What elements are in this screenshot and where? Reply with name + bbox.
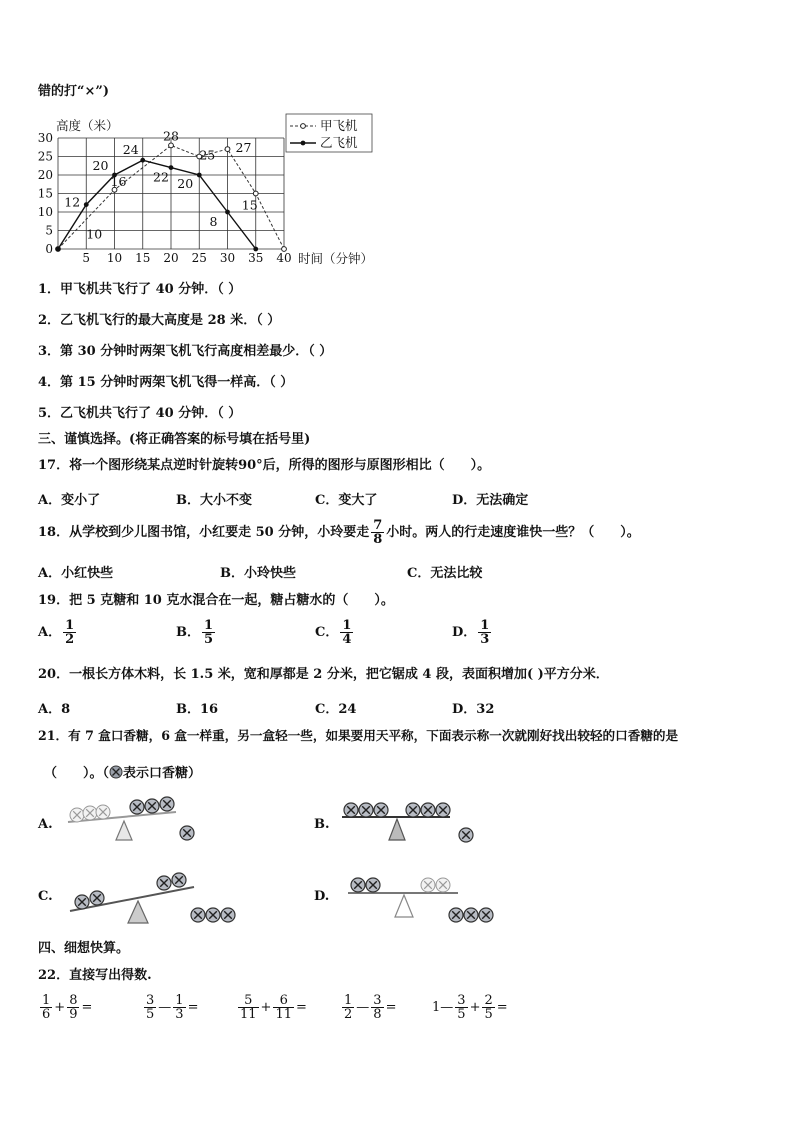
q19-d-label: D．	[452, 625, 477, 640]
balance-d	[342, 865, 532, 927]
q20-option-c: C．24	[315, 702, 357, 717]
q19-a-num: 1	[65, 618, 75, 633]
yi-data-label: 22	[153, 169, 169, 185]
yi-point	[140, 158, 145, 163]
q18-option-a: A．小红快些	[38, 566, 114, 581]
q19-a-den: 2	[65, 632, 75, 647]
q21-stem-2b: 表示口香糖）	[123, 766, 202, 781]
q19-option-d	[452, 619, 493, 646]
calc-1-b-num: 8	[69, 993, 78, 1008]
yi-point	[56, 247, 61, 252]
calc-5	[432, 994, 508, 1021]
q17-option-a: A．变小了	[38, 493, 101, 508]
line-chart	[30, 110, 410, 270]
y-tick-label: 10	[37, 205, 53, 219]
extra-data-label: 10	[86, 226, 103, 242]
calc-4-op: —	[356, 1000, 370, 1015]
q22-stem: 22．直接写出得数.	[38, 968, 152, 983]
calc-5-op: +	[469, 1000, 481, 1015]
q20-option-d: D．32	[452, 702, 495, 717]
calc-3-a-num: 5	[238, 994, 259, 1008]
x-tick-label: 40	[276, 251, 292, 265]
legend-jia-marker	[301, 124, 306, 129]
jia-data-label: 28	[163, 128, 179, 144]
q18-stem-b: 小时。两人的行走速度谁快一些？（ ）。	[386, 525, 640, 540]
yi-point	[169, 165, 174, 170]
calc-3-b-num: 6	[273, 994, 294, 1008]
calc-1-a-den: 6	[42, 1007, 51, 1022]
q21-stem-2a: （ ）。（	[44, 766, 110, 781]
q21-stem: 21．有 7 盒口香糖，6 盒一样重，另一盒轻一些，如果要用天平称，下面表示称一次就刚好找出较轻的口香糖的是	[38, 728, 679, 743]
x-tick-label: 15	[135, 251, 151, 265]
legend-yi-marker	[301, 141, 306, 146]
calc-1-b-den: 9	[69, 1007, 78, 1022]
q18-stem-a: 18．从学校到少儿图书馆，小红要走 50 分钟，小玲要走	[38, 525, 370, 540]
judge-2: 2．乙飞机飞行的最大高度是 28 米．（ ）	[38, 313, 281, 328]
q20-option-b: B．16	[176, 702, 219, 717]
q19-c-den: 4	[342, 632, 352, 647]
q19-c-label: C．	[315, 625, 339, 640]
balance-b	[340, 795, 480, 845]
q18-option-c: C．无法比较	[407, 566, 483, 581]
calc-5-a-num: 3	[457, 993, 466, 1008]
x-tick-label: 5	[82, 251, 91, 265]
x-tick-label: 30	[219, 251, 236, 265]
q21-option-c-label: C.	[38, 889, 53, 904]
calc-3-b-den: 11	[275, 1007, 292, 1022]
judge-5: 5．乙飞机共飞行了 40 分钟．（ ）	[38, 406, 242, 421]
calc-5-a-den: 5	[457, 1007, 466, 1022]
q19-stem: 19．把 5 克糖和 10 克水混合在一起，糖占糖水的（ ）。	[38, 593, 394, 608]
jia-point	[253, 191, 258, 196]
jia-data-label: 25	[199, 147, 216, 163]
calc-2-eq: =	[187, 1000, 199, 1015]
intro-text: 错的打“×”)	[38, 84, 109, 99]
calc-2	[142, 994, 198, 1021]
x-tick-label: 35	[248, 251, 264, 265]
calc-3	[236, 994, 307, 1021]
q17-stem: 17．将一个图形绕某点逆时针旋转90°后，所得的图形与原图形相比（ ）。	[38, 458, 491, 473]
y-axis-label: 高度（米）	[56, 118, 119, 133]
jia-data-label: 27	[235, 140, 252, 156]
calc-5-b-num: 2	[484, 993, 493, 1008]
judge-1: 1．甲飞机共飞行了 40 分钟．（ ）	[38, 282, 242, 297]
calc-4-a-num: 1	[344, 993, 353, 1008]
calc-2-b-num: 1	[175, 993, 184, 1008]
x-tick-label: 25	[191, 251, 207, 265]
q19-a-label: A．	[38, 625, 62, 640]
yi-point	[225, 210, 230, 215]
yi-data-label: 20	[92, 158, 109, 173]
balance-c	[66, 865, 256, 927]
judge-4: 4．第 15 分钟时两架飞机飞得一样高．（ ）	[38, 375, 294, 390]
q18-frac-den: 8	[373, 532, 383, 547]
y-tick-label: 25	[37, 149, 53, 164]
yi-point	[253, 247, 258, 252]
calc-1	[38, 994, 92, 1021]
calc-4	[340, 994, 396, 1021]
calc-5-b-den: 5	[484, 1007, 493, 1022]
q19-d-den: 3	[480, 632, 490, 647]
calc-4-b-num: 3	[373, 993, 382, 1008]
calc-4-eq: =	[385, 1000, 397, 1015]
calc-1-a-num: 1	[42, 993, 51, 1008]
jia-data-label: 15	[241, 197, 258, 213]
x-axis-label: 时间（分钟）	[298, 251, 374, 266]
calc-4-a-den: 2	[344, 1007, 353, 1022]
q18-frac-num: 7	[373, 518, 383, 533]
q19-b-label: B．	[176, 625, 200, 640]
calc-3-eq: =	[296, 1000, 307, 1015]
yi-point	[197, 173, 202, 178]
legend-jia-label: 甲飞机	[320, 118, 358, 133]
q18-fraction	[371, 519, 384, 546]
jia-data-label: 16	[110, 173, 127, 189]
q19-option-c	[315, 619, 355, 646]
q19-b-num: 1	[204, 618, 214, 633]
q17-option-d: D．无法确定	[452, 493, 529, 508]
yi-data-label: 20	[177, 176, 194, 191]
legend-yi-label: 乙飞机	[320, 135, 358, 150]
yi-data-label: 24	[122, 142, 139, 158]
q21-option-a-label: A.	[38, 817, 53, 832]
gum-icon	[109, 765, 123, 779]
y-tick-label: 15	[37, 186, 53, 201]
calc-3-op: +	[260, 1000, 272, 1015]
calc-4-b-den: 8	[373, 1007, 382, 1022]
calc-2-a-num: 3	[146, 993, 155, 1008]
x-tick-label: 20	[163, 251, 179, 265]
q20-stem: 20．一根长方体木料，长 1.5 米，宽和厚都是 2 分米，把它锯成 4 段，表面积增加( )平方分米．	[38, 667, 609, 682]
calc-3-a-den: 11	[240, 1007, 257, 1022]
q17-option-b: B．大小不变	[176, 493, 252, 508]
section-3-heading: 三、谨慎选择。(将正确答案的标号填在括号里)	[38, 432, 311, 447]
x-tick-label: 10	[106, 251, 123, 265]
q19-c-num: 1	[342, 618, 352, 633]
q19-b-den: 5	[204, 632, 214, 647]
calc-2-op: —	[158, 1000, 172, 1015]
calc-1-op: +	[54, 1000, 66, 1015]
q19-option-b	[176, 619, 217, 646]
y-tick-label: 5	[45, 223, 53, 238]
balance-a	[64, 795, 204, 845]
q20-option-a: A．8	[38, 702, 71, 717]
calc-2-a-den: 5	[146, 1007, 155, 1022]
calc-1-eq: =	[81, 1000, 93, 1015]
yi-data-label: 8	[209, 214, 218, 229]
yi-data-label: 12	[64, 194, 81, 210]
jia-point	[169, 143, 174, 148]
calc-2-b-den: 3	[175, 1007, 184, 1022]
q17-option-c: C．变大了	[315, 493, 378, 508]
y-tick-label: 30	[37, 131, 53, 145]
judge-3: 3．第 30 分钟时两架飞机飞行高度相差最少．（ ）	[38, 344, 333, 359]
q21-option-b-label: B.	[314, 817, 330, 832]
calc-5-eq: =	[496, 1000, 508, 1015]
q19-d-num: 1	[480, 618, 490, 633]
y-tick-label: 20	[37, 168, 53, 182]
q19-option-a	[38, 619, 78, 646]
q21-stem-2	[44, 765, 201, 782]
calc-5-lead: 1—	[432, 1000, 454, 1015]
q18-option-b: B．小玲快些	[220, 566, 296, 581]
yi-point	[84, 202, 89, 207]
section-4-heading: 四、细想快算。	[38, 941, 130, 956]
q18-stem	[38, 518, 640, 548]
jia-point	[282, 247, 287, 252]
y-tick-label: 0	[45, 242, 53, 256]
q21-option-d-label: D.	[314, 889, 330, 904]
jia-point	[225, 147, 230, 152]
